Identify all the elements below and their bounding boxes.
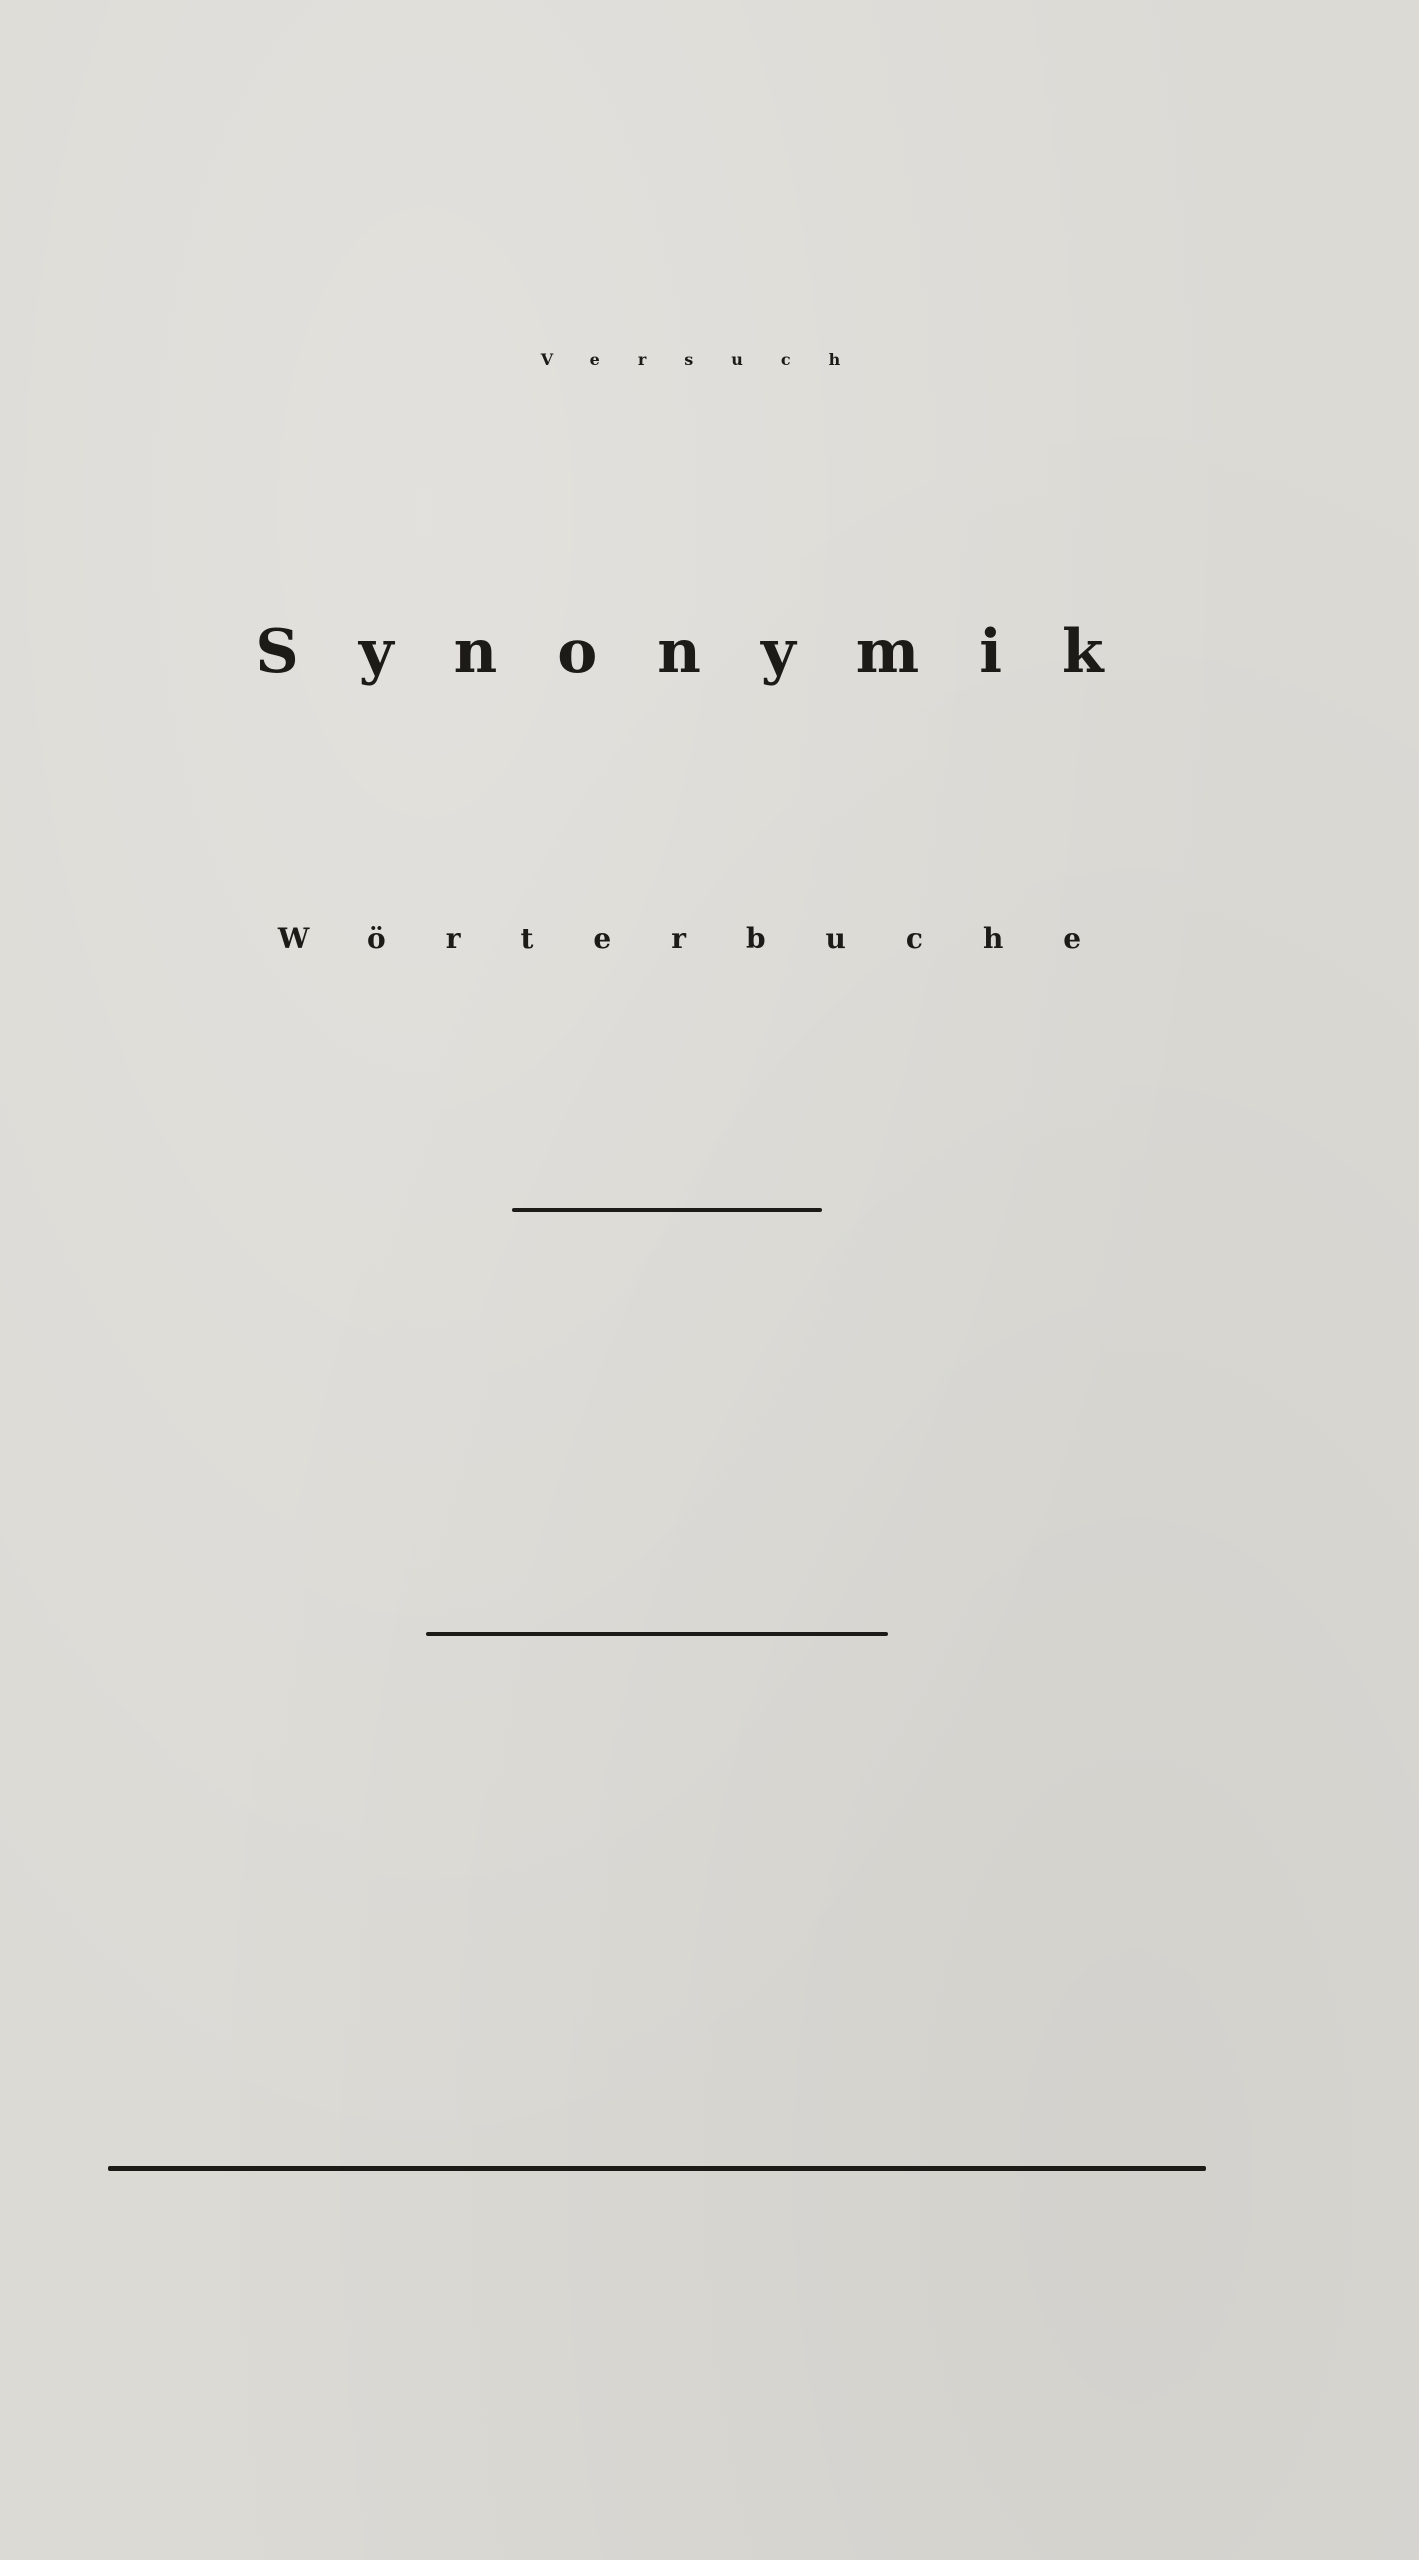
divider-3 bbox=[108, 2166, 1206, 2171]
divider-2 bbox=[426, 1632, 888, 1636]
title-woerterbuche: Wörterbuche bbox=[277, 922, 1142, 955]
title-versuch: Versuch bbox=[540, 350, 879, 369]
title-synonymik: Synonymik bbox=[255, 617, 1164, 687]
divider-1 bbox=[512, 1208, 822, 1212]
